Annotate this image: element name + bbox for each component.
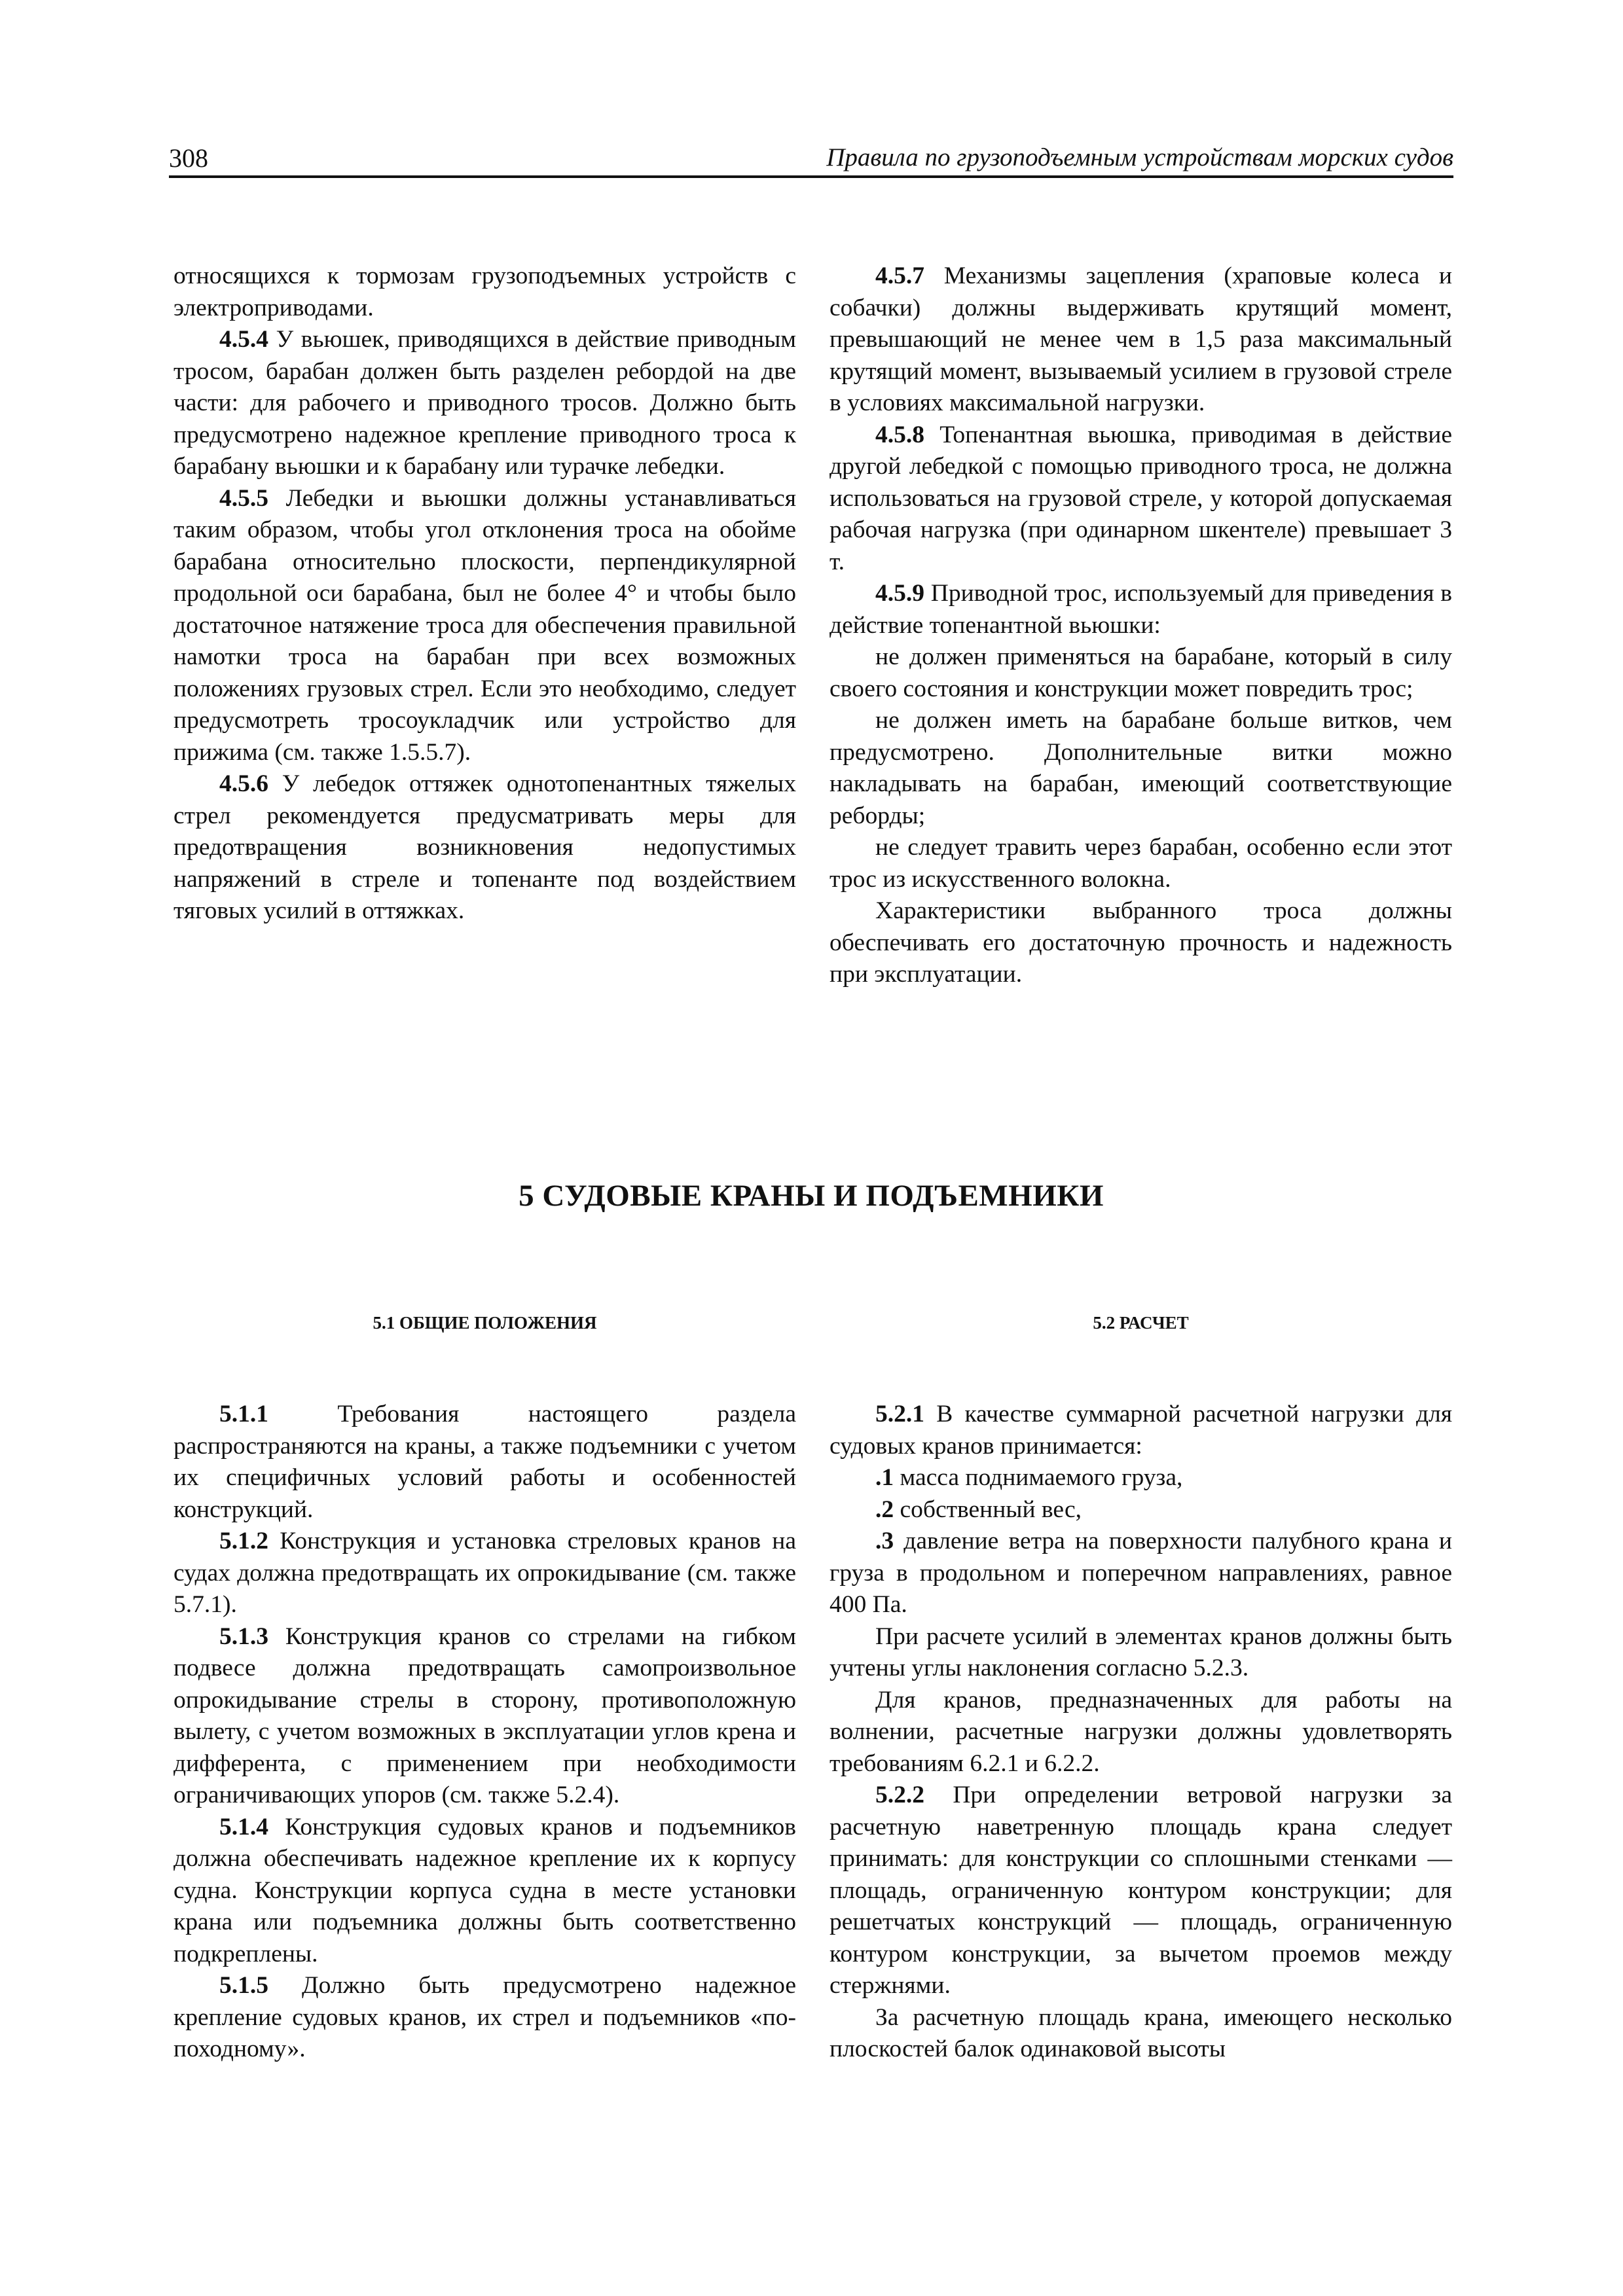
bottom-right-column	[830, 1399, 1452, 2066]
paragraph-text: В качестве суммарной расчетной нагрузки для судовых кранов принимается:	[830, 1401, 1452, 1460]
clause-number: 4.5.9	[875, 580, 924, 607]
paragraph-text: масса поднимаемого груза,	[894, 1464, 1183, 1491]
paragraph	[173, 1526, 796, 1621]
paragraph	[830, 895, 1452, 991]
clause-number: 5.1.2	[219, 1528, 268, 1554]
paragraph	[173, 1812, 796, 1971]
clause-number: .1	[875, 1464, 894, 1491]
header-rule	[169, 175, 1453, 178]
paragraph-text: У вьюшек, приводящихся в действие приводным тросом, барабан должен быть разделен ребордой на две части: для рабочего и приводного тросов. Должно быть предусмотрено надежное крепление приводного троса к барабану вьюшки и к барабану или турачке лебедки.	[173, 326, 796, 480]
paragraph-text: Конструкция и установка стреловых кранов на судах должна предотвращать их опрокидывание (см. также 5.7.1).	[173, 1528, 796, 1618]
paragraph	[173, 1970, 796, 2066]
paragraph-text: Механизмы зацепления (храповые колеса и собачки) должны выдерживать крутящий момент, превышающий не менее чем в 1,5 раза максимальный крутящий момент, вызываемый усилием в грузовой стреле в условиях максимальной нагрузки.	[830, 262, 1452, 416]
paragraph	[830, 2002, 1452, 2066]
paragraph-text: Приводной трос, используемый для приведения в действие топенантной вьюшки:	[830, 580, 1452, 639]
paragraph	[830, 578, 1452, 641]
paragraph-text: Должно быть предусмотрено надежное крепление судовых кранов, их стрел и подъемников «по-походному».	[173, 1972, 796, 2062]
clause-number: 5.1.5	[219, 1972, 268, 1999]
paragraph-text: не должен иметь на барабане больше витков, чем предусмотрено. Дополнительные витки можно накладывать на барабан, имеющий соответствующие реборды;	[830, 707, 1452, 829]
chapter-title: 5 СУДОВЫЕ КРАНЫ И ПОДЪЕМНИКИ	[519, 1179, 1104, 1213]
paragraph	[830, 641, 1452, 705]
paragraph	[830, 420, 1452, 579]
paragraph-text: При определении ветровой нагрузки за расчетную наветренную площадь крана следует принимать: для конструкции со сплошными стенками — площадь, ограниченную контуром конструкции; для решетчатых конструкций — площадь, ограниченную контуром конструкции, за вычетом проемов между стержнями.	[830, 1782, 1452, 1999]
paragraph	[830, 1780, 1452, 2002]
paragraph	[830, 1399, 1452, 1462]
clause-number: 4.5.4	[219, 326, 268, 353]
paragraph	[830, 705, 1452, 832]
paragraph	[173, 1399, 796, 1526]
paragraph-text: не должен применяться на барабане, который в силу своего состояния и конструкции может повредить трос;	[830, 643, 1452, 702]
paragraph-text: Характеристики выбранного троса должны обеспечивать его достаточную прочность и надежность при эксплуатации.	[830, 897, 1452, 988]
clause-number: .3	[875, 1528, 894, 1554]
paragraph	[830, 1621, 1452, 1685]
clause-number: 4.5.6	[219, 770, 268, 797]
paragraph-text: Конструкция кранов со стрелами на гибком подвесе должна предотвращать самопроизвольное опрокидывание стрелы в сторону, противоположную вылету, с учетом возможных в эксплуатации углов крена и дифферента, с применением при необходимости ограничивающих упоров (см. также 5.2.4).	[173, 1623, 796, 1808]
page-number: 308	[169, 143, 208, 173]
page-header	[169, 143, 1453, 179]
paragraph-text: У лебедок оттяжек однотопенантных тяжелых стрел рекомендуется предусматривать меры для предотвращения возникновения недопустимых напряжений в стреле и топенанте под воздействием тяговых усилий в оттяжках.	[173, 770, 796, 924]
clause-number: 5.2.1	[875, 1401, 924, 1427]
running-title: Правила по грузоподъемным устройствам морских судов	[826, 143, 1453, 171]
section-heading-calculation: 5.2 РАСЧЕТ	[1093, 1313, 1189, 1333]
clause-number: 5.1.1	[219, 1401, 268, 1427]
paragraph	[830, 1462, 1452, 1494]
clause-number: .2	[875, 1496, 894, 1523]
paragraph-text: Для кранов, предназначенных для работы на волнении, расчетные нагрузки должны удовлетворять требованиям 6.2.1 и 6.2.2.	[830, 1686, 1452, 1777]
paragraph-text: Топенантная вьюшка, приводимая в действие другой лебедкой с помощью приводного троса, не должна использоваться на грузовой стреле, у которой допускаемая рабочая нагрузка (при одинарном шкентеле) превышает 3 т.	[830, 421, 1452, 575]
paragraph	[830, 1685, 1452, 1780]
paragraph-text: За расчетную площадь крана, имеющего несколько плоскостей балок одинаковой высоты	[830, 2003, 1452, 2062]
paragraph	[173, 260, 796, 324]
section-heading-general: 5.1 ОБЩИЕ ПОЛОЖЕНИЯ	[373, 1313, 597, 1333]
top-right-column	[830, 260, 1452, 991]
clause-number: 4.5.7	[875, 262, 924, 289]
paragraph-text: не следует травить через барабан, особенно если этот трос из искусственного волокна.	[830, 834, 1452, 893]
paragraph-text: собственный вес,	[894, 1496, 1082, 1523]
paragraph	[173, 1621, 796, 1812]
paragraph	[173, 324, 796, 483]
top-left-column	[173, 260, 796, 927]
paragraph	[830, 1494, 1452, 1526]
clause-number: 5.1.3	[219, 1623, 268, 1650]
paragraph-text: Требования настоящего раздела распространяются на краны, а также подъемники с учетом их специфичных условий работы и особенностей конструкций.	[173, 1401, 796, 1523]
paragraph	[173, 768, 796, 927]
bottom-left-column	[173, 1399, 796, 2066]
clause-number: 5.1.4	[219, 1813, 268, 1840]
paragraph-text: Конструкция судовых кранов и подъемников должна обеспечивать надежное крепление их к корпусу судна. Конструкции корпуса судна в месте установки крана или подъемника должны быть соответственно подкреплены.	[173, 1813, 796, 1967]
clause-number: 4.5.8	[875, 421, 924, 448]
paragraph	[830, 260, 1452, 420]
paragraph	[173, 483, 796, 769]
paragraph-text: При расчете усилий в элементах кранов должны быть учтены углы наклонения согласно 5.2.3.	[830, 1623, 1452, 1681]
paragraph	[830, 1526, 1452, 1621]
paragraph-text: давление ветра на поверхности палубного крана и груза в продольном и поперечном направлениях, равное 400 Па.	[830, 1528, 1452, 1618]
paragraph	[830, 832, 1452, 895]
paragraph-text: Лебедки и вьюшки должны устанавливаться таким образом, чтобы угол отклонения троса на обойме барабана относительно плоскости, перпендикулярной продольной оси барабана, был не более 4° и чтобы было достаточное натяжение троса для обеспечения правильной намотки троса на барабан при всех возможных положениях грузовых стрел. Если это необходимо, следует предусмотреть тросоукладчик или устройство для прижима (см. также 1.5.5.7).	[173, 484, 796, 766]
paragraph-text: относящихся к тормозам грузоподъемных устройств с электроприводами.	[173, 262, 796, 321]
clause-number: 5.2.2	[875, 1782, 924, 1808]
clause-number: 4.5.5	[219, 484, 268, 512]
